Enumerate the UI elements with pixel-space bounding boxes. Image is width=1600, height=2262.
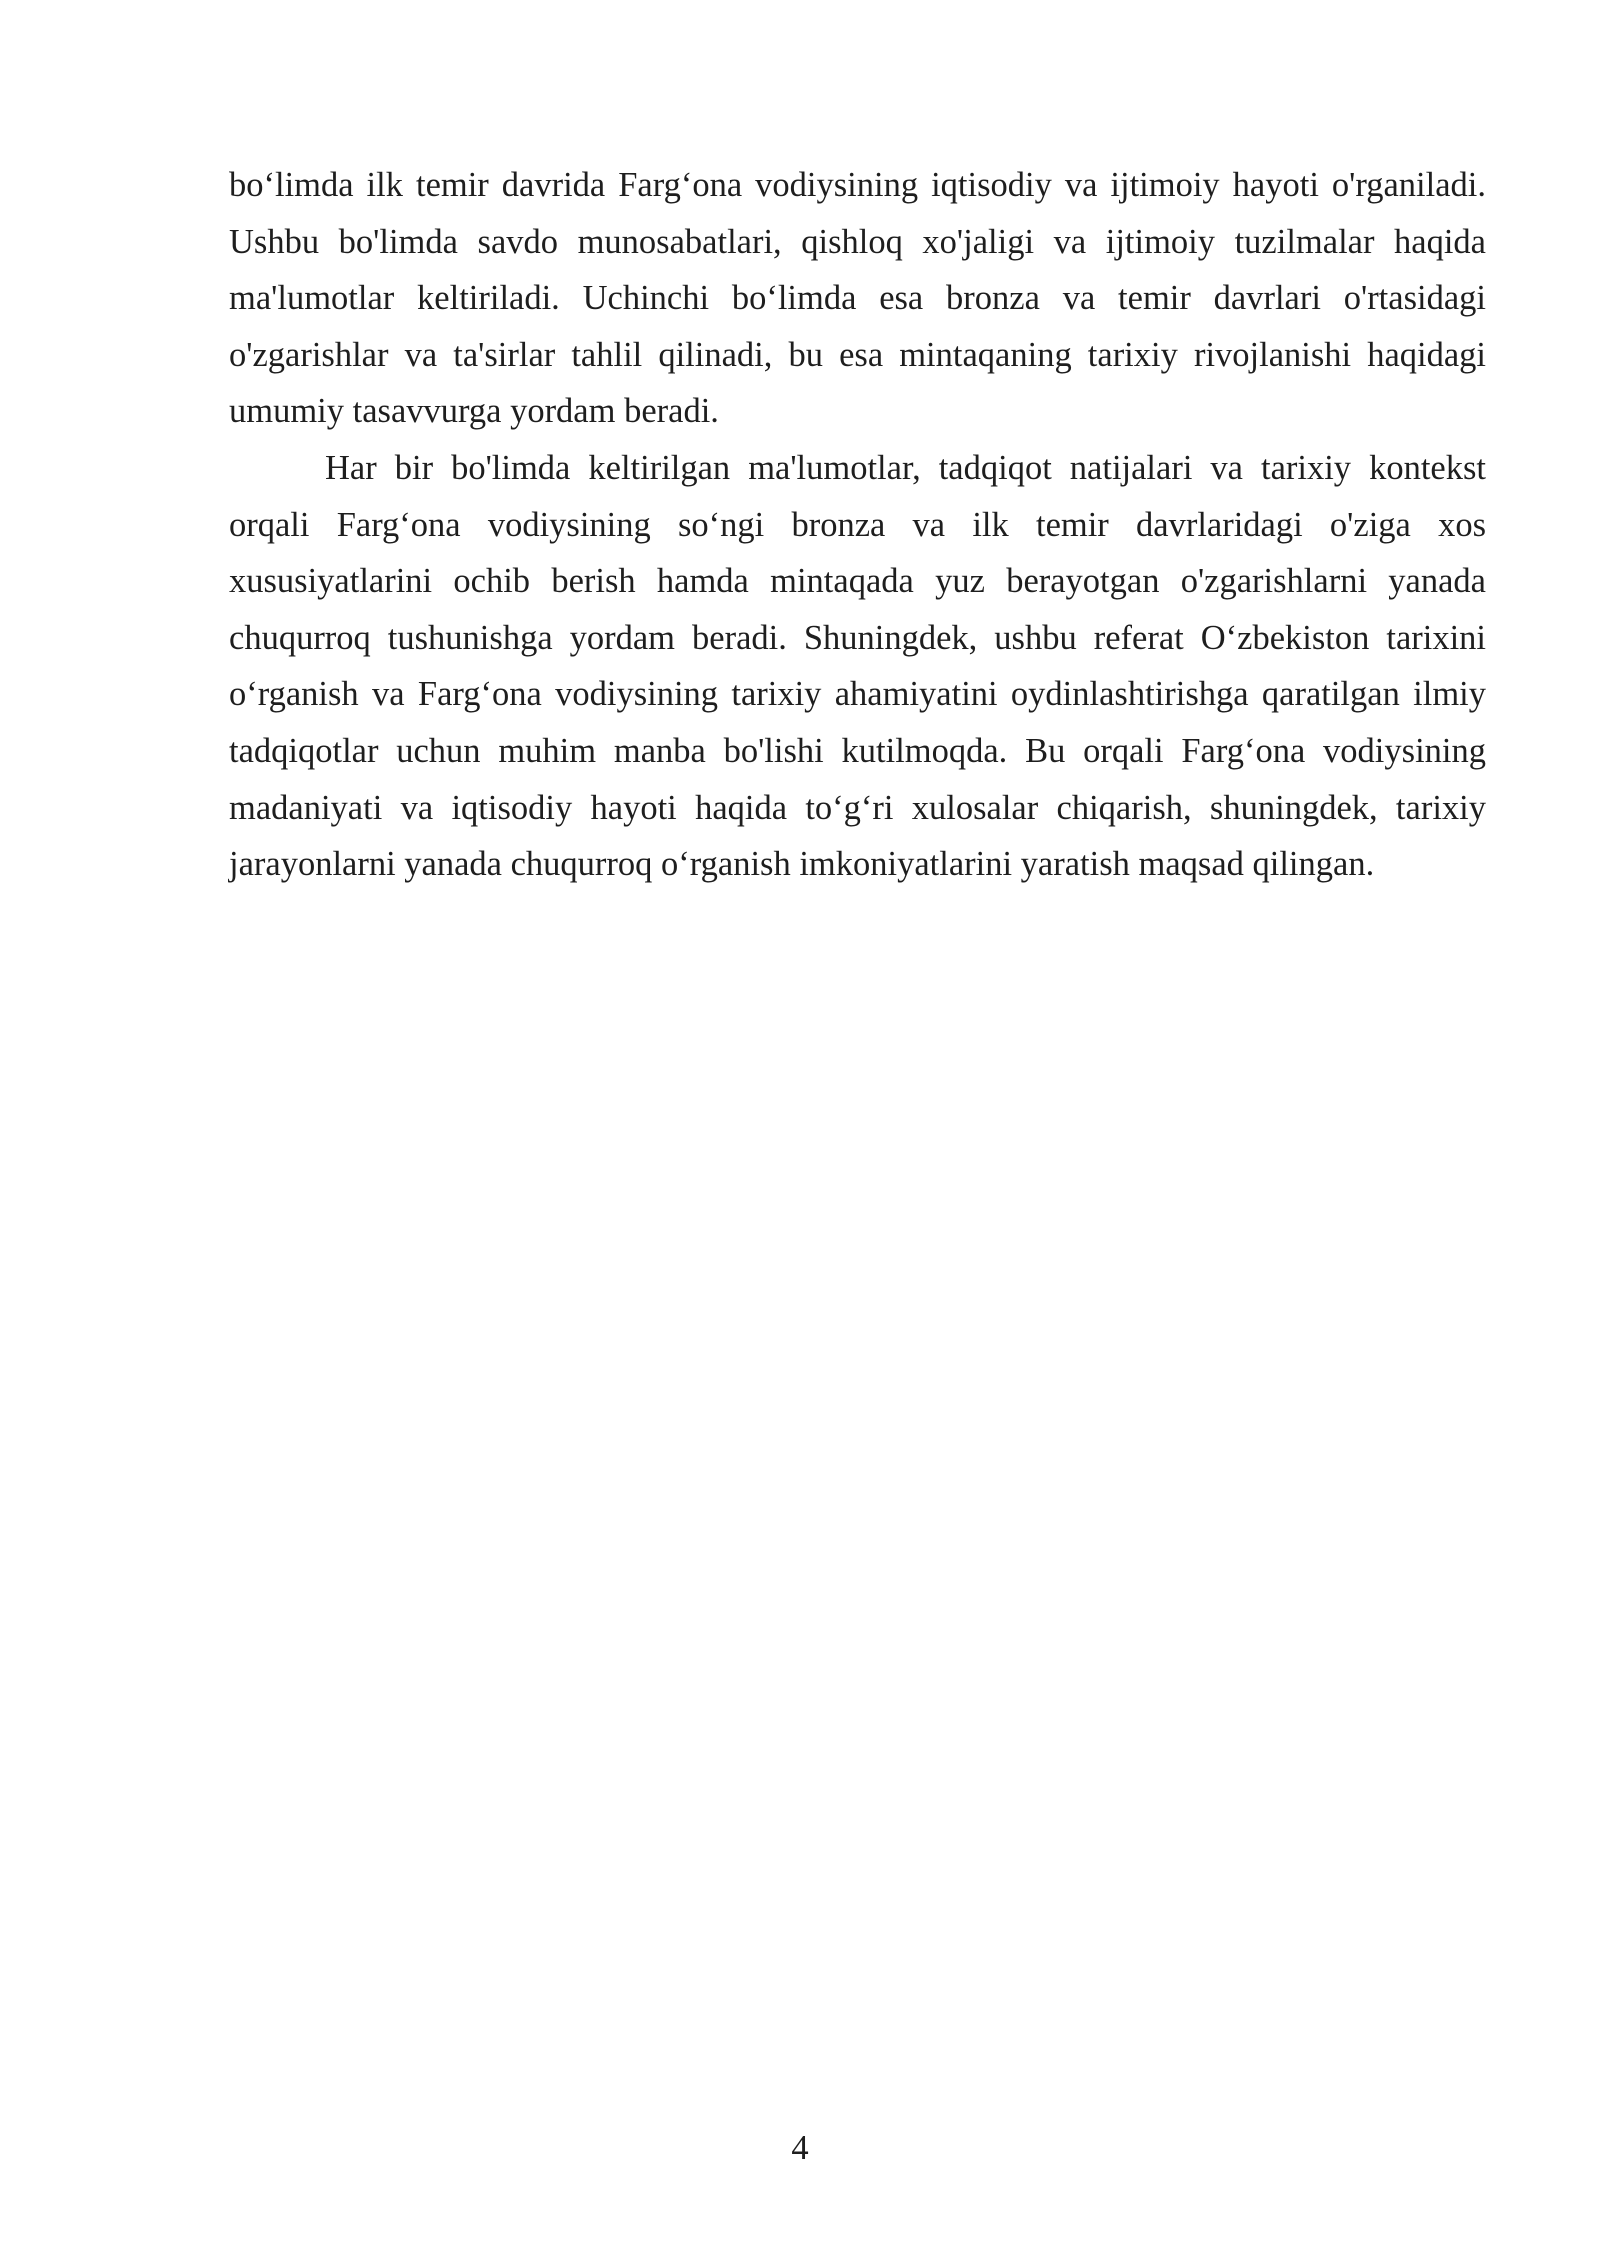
paragraph-summary: Har bir bo'limda keltirilgan ma'lumotlar, tadqiqot natijalari va tarixiy kontekst orqali Farg‘ona vodiysining so‘ngi bronza va ilk temir davrlaridagi o'ziga xos xususiyatlarini ochib berish hamda mintaqada yuz berayotgan o'zgarishlarni yanada chuqurroq tushunishga yordam beradi. Shuningdek, ushbu referat O‘zbekiston tarixini o‘rganish va Farg‘ona vodiysining tarixiy ahamiyatini oydinlashtirishga qaratilgan ilmiy tadqiqotlar uchun muhim manba bo'lishi kutilmoqda. Bu orqali Farg‘ona vodiysining madaniyati va iqtisodiy hayoti haqida to‘g‘ri xulosalar chiqarish, shuningdek, tarixiy jarayonlarni yanada chuqurroq o‘rganish imkoniyatlarini yaratish maqsad qilingan. (229, 448, 1486, 884)
page-number: 4 (791, 2129, 809, 2167)
paragraph-continuation: bo‘limda ilk temir davrida Farg‘ona vodiysining iqtisodiy va ijtimoiy hayoti o'rganiladi. Ushbu bo'limda savdo munosabatlari, qishloq xo'jaligi va ijtimoiy tuzilmalar haqida ma'lumotlar keltiriladi. Uchinchi bo‘limda esa bronza va temir davrlari o'rtasidagi o'zgarishlar va ta'sirlar tahlil qilinadi, bu esa mintaqaning tarixiy rivojlanishi haqidagi umumiy tasavvurga yordam beradi. (229, 166, 1486, 431)
body-text (229, 157, 1486, 893)
